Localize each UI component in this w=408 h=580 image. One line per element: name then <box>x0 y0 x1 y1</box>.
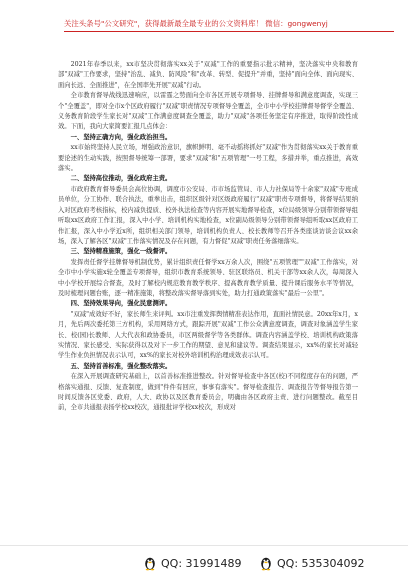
footer-bar <box>0 545 408 580</box>
footer-qq-1 <box>142 555 242 571</box>
header-banner: 关注头条号"公文研究"，获得最新最全最专业的公文资料库！ 微信：gongwenyj <box>64 18 394 32</box>
section-heading: 三、坚持精准施策，强化一线督评。 <box>70 248 172 256</box>
qq-number-1: QQ: 31991489 <box>161 556 242 570</box>
paragraph: 2021年春季以来，xx市坚决贯彻落实xx关于"双减"工作的重要指示批示精神，坚决落实中央和教育部"双减"工作要求，坚持"治乱、减负、防风险"和"改革、转型、促提升"并重，坚持"面向全体、面向现实、面向长远、全面推进"，在全国率先开展"双减"行动。 <box>58 61 358 89</box>
paragraph: "双减"成效好不好，家长师生来评判。xx市注重发挥舆情精准表达作用，直面社情民意。20xx年x月，x月，先后两次委托第三方机构，采用网络方式，跟踪开展"双减"工作公众满意度调查，调查对象涵盖学生家长、校(园)长教师、人大代表和政协委员，市区两级督学等各类群体。调查内容涵盖学校、培训机构政策落实情况、家长感受、实际获得以及对下一步工作的期望、意见和建议等。调查结果显示，xx%的家长对减轻学生作业负担情况表示认可，xx%的家长对校外培训机构治理成效表示认可。 <box>58 310 358 360</box>
paragraph: 在深入开展调查研究基础上，以首善标准推进整改。针对督导检查中各区(校)不同程度存在的问题，严格落实通报、反馈、复查制度，做到"件件有回应，事事有落实"。督导检查报告、调查报告等督导报告第一时间反馈各区党委、政府，人大、政协以及区教育委员会，明确由各区政府主责、进行问题整改。截至目前，全市共通报表扬学校xx校次，通报批评学校xx校次，形成对 <box>58 373 358 412</box>
qq-penguin-icon <box>258 555 274 571</box>
paragraph: 发挥责任督学挂牌督导机制优势，累计组织责任督学xx万余人次，围绕"五项管理""双减"工作落实，对全市中小学实施x轮全覆盖专项督导，组织市教育系统领导、驻区联络员、机关干部等xx余人次，每周深入中小学校开展综合督查，及时了解校内规范教育教学秩序、提高教育教学质量、提升课后服务水平等情况，及时梳理问题台账，逐一精准施策，将整改落实督导落到实处，助力打通政策落实"最后一公里"。 <box>58 258 358 297</box>
section-heading: 二、坚持高位推动，强化政府主责。 <box>70 175 172 183</box>
qq-number-2: QQ: 535304092 <box>277 556 365 570</box>
section-heading: 一、坚持正确方向，强化政治担当。 <box>70 133 172 141</box>
section-heading: 四、坚持效果导向，强化民意测评。 <box>70 300 172 308</box>
qq-penguin-icon <box>142 555 158 571</box>
section-heading: 五、坚持首善标准，强化整改落实。 <box>70 362 172 370</box>
paragraph: 全市教育督导战线迅速响应，以雷霆之势面向全市各区开展专项督导、挂牌督导和满意度调查，实现三个"全覆盖"，即对全市x个区政府履行"双减"职责情况专项督导全覆盖，全市中小学校挂牌督导督学全覆盖、义务教育阶段学生家长对"双减"工作满意度调查全覆盖，助力"双减"各项任务坚定有序推进，取得阶段性成效。下面，我向大家简要汇报几点体会： <box>58 92 358 131</box>
paragraph: 市政府教育督导委员会高位协调，调度市公安局、市市场监管局、市人力社保局等十余家"双减"专班成员单位，分工协作、联合执法，重拳出击，组织区级针对区级政府履行"双减"职责专项督导，将督导结果纳入对区政府考核指标，校内减负提质、校外执法检查等内容开展实地督导检查，x位局级领导分别带领督导组听取xx区政府工作汇报，深入中小学、培训机构实地检查，x位副局级领导分别带领督导组听取xx区政府工作汇报，深入中小学近x所，组织相关部门领导，培训机构负责人、校长教师等召开各类座谈访谈会议xx余场，深入了解各区"双减"工作落实情况及存在问题，有力督促"双减"职责任务落细落实。 <box>58 185 358 245</box>
paragraph: xx市始终坚持人民立场，增强政治意识，旗帜鲜明、毫不动摇将抓好"双减"作为贯彻落实xx关于教育重要论述的生动实践，按照督导统筹一部署，要求"双减"和"五项管理"一号工程，多措并举，重点推进，高效落实。 <box>58 144 358 173</box>
document-body <box>58 60 358 414</box>
footer-qq-2 <box>258 555 365 571</box>
